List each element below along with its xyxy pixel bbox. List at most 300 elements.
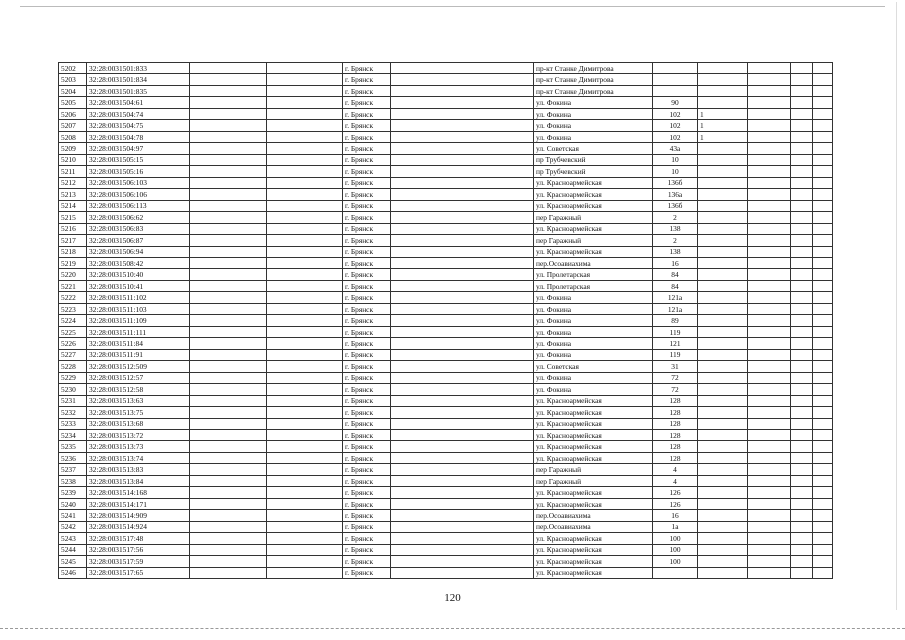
city-cell: г. Брянск: [343, 177, 391, 188]
empty-cell: [748, 556, 791, 567]
city-cell: г. Брянск: [343, 521, 391, 532]
cadastral-number-cell: 32:28:0031504:78: [87, 131, 190, 142]
row-number-cell: 5219: [59, 257, 87, 268]
city-cell: г. Брянск: [343, 556, 391, 567]
house-number-cell: 90: [653, 97, 698, 108]
building-number-cell: [698, 556, 748, 567]
empty-cell: [391, 510, 534, 521]
street-cell: пер Гаражный: [534, 212, 653, 223]
house-number-cell: 84: [653, 269, 698, 280]
building-number-cell: [698, 154, 748, 165]
empty-cell: [813, 338, 833, 349]
empty-cell: [190, 154, 267, 165]
empty-cell: [813, 246, 833, 257]
empty-cell: [190, 177, 267, 188]
cadastral-number-cell: 32:28:0031511:84: [87, 338, 190, 349]
empty-cell: [813, 418, 833, 429]
city-cell: г. Брянск: [343, 223, 391, 234]
empty-cell: [813, 464, 833, 475]
empty-cell: [813, 315, 833, 326]
empty-cell: [791, 292, 813, 303]
empty-cell: [267, 521, 343, 532]
empty-cell: [813, 166, 833, 177]
house-number-cell: 121: [653, 338, 698, 349]
cadastral-number-cell: 32:28:0031517:48: [87, 533, 190, 544]
empty-cell: [748, 120, 791, 131]
empty-cell: [391, 567, 534, 578]
empty-cell: [190, 223, 267, 234]
row-number-cell: 5221: [59, 280, 87, 291]
row-number-cell: 5224: [59, 315, 87, 326]
empty-cell: [267, 556, 343, 567]
empty-cell: [267, 235, 343, 246]
empty-cell: [190, 292, 267, 303]
empty-cell: [791, 63, 813, 74]
city-cell: г. Брянск: [343, 487, 391, 498]
street-cell: ул. Фокина: [534, 338, 653, 349]
cadastral-number-cell: 32:28:0031506:87: [87, 235, 190, 246]
street-cell: ул. Фокина: [534, 315, 653, 326]
empty-cell: [748, 292, 791, 303]
empty-cell: [267, 74, 343, 85]
street-cell: ул. Красноармейская: [534, 418, 653, 429]
table-row: [59, 63, 833, 74]
building-number-cell: [698, 257, 748, 268]
cadastral-number-cell: 32:28:0031512:58: [87, 384, 190, 395]
building-number-cell: 1: [698, 120, 748, 131]
cadastral-number-cell: 32:28:0031511:111: [87, 326, 190, 337]
street-cell: ул. Фокина: [534, 349, 653, 360]
empty-cell: [791, 430, 813, 441]
empty-cell: [791, 487, 813, 498]
table-row: [59, 223, 833, 234]
empty-cell: [190, 85, 267, 96]
row-number-cell: 5239: [59, 487, 87, 498]
house-number-cell: 128: [653, 452, 698, 463]
house-number-cell: 136а: [653, 189, 698, 200]
empty-cell: [748, 212, 791, 223]
table-row: [59, 567, 833, 578]
building-number-cell: [698, 315, 748, 326]
row-number-cell: 5202: [59, 63, 87, 74]
empty-cell: [267, 189, 343, 200]
building-number-cell: [698, 246, 748, 257]
street-cell: ул. Красноармейская: [534, 441, 653, 452]
empty-cell: [748, 441, 791, 452]
empty-cell: [190, 441, 267, 452]
cadastral-number-cell: 32:28:0031501:833: [87, 63, 190, 74]
empty-cell: [748, 544, 791, 555]
table-row: [59, 441, 833, 452]
table-row: [59, 154, 833, 165]
table-row: [59, 120, 833, 131]
house-number-cell: 102: [653, 108, 698, 119]
empty-cell: [391, 280, 534, 291]
empty-cell: [391, 326, 534, 337]
table-row: [59, 475, 833, 486]
empty-cell: [190, 407, 267, 418]
empty-cell: [813, 303, 833, 314]
city-cell: г. Брянск: [343, 544, 391, 555]
empty-cell: [267, 487, 343, 498]
empty-cell: [391, 556, 534, 567]
empty-cell: [813, 372, 833, 383]
cadastral-number-cell: 32:28:0031511:103: [87, 303, 190, 314]
row-number-cell: 5237: [59, 464, 87, 475]
row-number-cell: 5240: [59, 498, 87, 509]
empty-cell: [813, 235, 833, 246]
table-row: [59, 395, 833, 406]
building-number-cell: [698, 303, 748, 314]
street-cell: пр-кт Станке Димитрова: [534, 85, 653, 96]
empty-cell: [267, 131, 343, 142]
table-row: [59, 280, 833, 291]
empty-cell: [791, 235, 813, 246]
scan-right-edge: [896, 2, 897, 610]
street-cell: пр Трубчевский: [534, 154, 653, 165]
table-row: [59, 498, 833, 509]
empty-cell: [391, 63, 534, 74]
empty-cell: [267, 280, 343, 291]
empty-cell: [748, 97, 791, 108]
empty-cell: [791, 521, 813, 532]
cadastral-number-cell: 32:28:0031513:75: [87, 407, 190, 418]
empty-cell: [791, 154, 813, 165]
empty-cell: [391, 223, 534, 234]
street-cell: ул. Красноармейская: [534, 430, 653, 441]
cadastral-number-cell: 32:28:0031510:41: [87, 280, 190, 291]
empty-cell: [748, 131, 791, 142]
city-cell: г. Брянск: [343, 292, 391, 303]
empty-cell: [791, 246, 813, 257]
empty-cell: [190, 257, 267, 268]
cadastral-number-cell: 32:28:0031514:171: [87, 498, 190, 509]
street-cell: ул. Красноармейская: [534, 177, 653, 188]
empty-cell: [391, 120, 534, 131]
empty-cell: [748, 74, 791, 85]
empty-cell: [813, 544, 833, 555]
empty-cell: [813, 533, 833, 544]
empty-cell: [748, 63, 791, 74]
cadastral-number-cell: 32:28:0031506:113: [87, 200, 190, 211]
empty-cell: [748, 475, 791, 486]
empty-cell: [190, 131, 267, 142]
empty-cell: [813, 326, 833, 337]
empty-cell: [791, 280, 813, 291]
empty-cell: [748, 235, 791, 246]
street-cell: ул. Красноармейская: [534, 487, 653, 498]
city-cell: г. Брянск: [343, 74, 391, 85]
empty-cell: [748, 326, 791, 337]
city-cell: г. Брянск: [343, 212, 391, 223]
house-number-cell: 119: [653, 349, 698, 360]
empty-cell: [748, 510, 791, 521]
row-number-cell: 5238: [59, 475, 87, 486]
empty-cell: [267, 269, 343, 280]
empty-cell: [391, 235, 534, 246]
building-number-cell: [698, 97, 748, 108]
empty-cell: [190, 384, 267, 395]
scan-bottom-edge: [0, 628, 905, 629]
house-number-cell: 4: [653, 464, 698, 475]
building-number-cell: [698, 200, 748, 211]
table-row: [59, 74, 833, 85]
city-cell: г. Брянск: [343, 154, 391, 165]
empty-cell: [391, 154, 534, 165]
empty-cell: [391, 212, 534, 223]
empty-cell: [813, 177, 833, 188]
empty-cell: [267, 212, 343, 223]
city-cell: г. Брянск: [343, 441, 391, 452]
empty-cell: [267, 326, 343, 337]
empty-cell: [813, 395, 833, 406]
building-number-cell: [698, 63, 748, 74]
empty-cell: [748, 280, 791, 291]
empty-cell: [791, 212, 813, 223]
empty-cell: [791, 223, 813, 234]
table-row: [59, 108, 833, 119]
table-row: [59, 246, 833, 257]
cadastral-number-cell: 32:28:0031501:834: [87, 74, 190, 85]
empty-cell: [190, 280, 267, 291]
empty-cell: [813, 487, 833, 498]
building-number-cell: [698, 280, 748, 291]
building-number-cell: [698, 338, 748, 349]
building-number-cell: [698, 407, 748, 418]
empty-cell: [791, 498, 813, 509]
house-number-cell: 89: [653, 315, 698, 326]
street-cell: пер Гаражный: [534, 235, 653, 246]
cadastral-registry-table: [58, 62, 833, 579]
table-row: [59, 97, 833, 108]
table-row: [59, 189, 833, 200]
house-number-cell: 126: [653, 487, 698, 498]
empty-cell: [267, 533, 343, 544]
empty-cell: [748, 384, 791, 395]
empty-cell: [748, 521, 791, 532]
table-row: [59, 384, 833, 395]
empty-cell: [391, 303, 534, 314]
row-number-cell: 5235: [59, 441, 87, 452]
building-number-cell: [698, 189, 748, 200]
empty-cell: [813, 223, 833, 234]
empty-cell: [813, 154, 833, 165]
table-row: [59, 269, 833, 280]
empty-cell: [391, 143, 534, 154]
empty-cell: [813, 349, 833, 360]
empty-cell: [267, 246, 343, 257]
empty-cell: [267, 154, 343, 165]
city-cell: г. Брянск: [343, 269, 391, 280]
empty-cell: [791, 74, 813, 85]
empty-cell: [748, 166, 791, 177]
city-cell: г. Брянск: [343, 235, 391, 246]
empty-cell: [391, 349, 534, 360]
empty-cell: [391, 464, 534, 475]
empty-cell: [190, 200, 267, 211]
row-number-cell: 5222: [59, 292, 87, 303]
street-cell: ул. Фокина: [534, 384, 653, 395]
cadastral-number-cell: 32:28:0031513:83: [87, 464, 190, 475]
empty-cell: [391, 498, 534, 509]
empty-cell: [748, 303, 791, 314]
empty-cell: [391, 487, 534, 498]
empty-cell: [813, 521, 833, 532]
street-cell: ул. Красноармейская: [534, 544, 653, 555]
empty-cell: [791, 315, 813, 326]
city-cell: г. Брянск: [343, 510, 391, 521]
empty-cell: [791, 143, 813, 154]
empty-cell: [791, 189, 813, 200]
cadastral-number-cell: 32:28:0031513:84: [87, 475, 190, 486]
empty-cell: [267, 430, 343, 441]
cadastral-number-cell: 32:28:0031512:57: [87, 372, 190, 383]
city-cell: г. Брянск: [343, 338, 391, 349]
empty-cell: [791, 567, 813, 578]
building-number-cell: 1: [698, 131, 748, 142]
cadastral-number-cell: 32:28:0031506:103: [87, 177, 190, 188]
empty-cell: [190, 487, 267, 498]
table-row: [59, 533, 833, 544]
empty-cell: [813, 441, 833, 452]
empty-cell: [267, 567, 343, 578]
building-number-cell: [698, 464, 748, 475]
empty-cell: [748, 533, 791, 544]
house-number-cell: [653, 74, 698, 85]
cadastral-number-cell: 32:28:0031513:74: [87, 452, 190, 463]
house-number-cell: 102: [653, 120, 698, 131]
table-row: [59, 544, 833, 555]
table-row: [59, 372, 833, 383]
city-cell: г. Брянск: [343, 280, 391, 291]
row-number-cell: 5234: [59, 430, 87, 441]
empty-cell: [813, 200, 833, 211]
cadastral-number-cell: 32:28:0031511:109: [87, 315, 190, 326]
table-row: [59, 361, 833, 372]
street-cell: ул. Красноармейская: [534, 533, 653, 544]
row-number-cell: 5206: [59, 108, 87, 119]
empty-cell: [791, 349, 813, 360]
city-cell: г. Брянск: [343, 533, 391, 544]
city-cell: г. Брянск: [343, 326, 391, 337]
empty-cell: [748, 177, 791, 188]
empty-cell: [813, 567, 833, 578]
empty-cell: [791, 544, 813, 555]
city-cell: г. Брянск: [343, 452, 391, 463]
empty-cell: [190, 269, 267, 280]
cadastral-number-cell: 32:28:0031505:15: [87, 154, 190, 165]
empty-cell: [813, 108, 833, 119]
street-cell: ул. Фокина: [534, 108, 653, 119]
house-number-cell: 126: [653, 498, 698, 509]
empty-cell: [391, 74, 534, 85]
empty-cell: [267, 544, 343, 555]
empty-cell: [748, 108, 791, 119]
building-number-cell: [698, 212, 748, 223]
street-cell: ул. Фокина: [534, 131, 653, 142]
empty-cell: [190, 475, 267, 486]
row-number-cell: 5242: [59, 521, 87, 532]
empty-cell: [190, 349, 267, 360]
row-number-cell: 5223: [59, 303, 87, 314]
city-cell: г. Брянск: [343, 361, 391, 372]
table-row: [59, 452, 833, 463]
empty-cell: [791, 361, 813, 372]
cadastral-number-cell: 32:28:0031506:94: [87, 246, 190, 257]
empty-cell: [791, 257, 813, 268]
empty-cell: [190, 246, 267, 257]
house-number-cell: 2: [653, 235, 698, 246]
empty-cell: [267, 120, 343, 131]
row-number-cell: 5218: [59, 246, 87, 257]
building-number-cell: [698, 521, 748, 532]
empty-cell: [391, 292, 534, 303]
empty-cell: [190, 189, 267, 200]
empty-cell: [267, 475, 343, 486]
empty-cell: [267, 166, 343, 177]
cadastral-number-cell: 32:28:0031510:40: [87, 269, 190, 280]
street-cell: ул. Красноармейская: [534, 189, 653, 200]
cadastral-number-cell: 32:28:0031504:61: [87, 97, 190, 108]
building-number-cell: [698, 292, 748, 303]
empty-cell: [748, 223, 791, 234]
house-number-cell: 1а: [653, 521, 698, 532]
empty-cell: [791, 166, 813, 177]
table-row: [59, 349, 833, 360]
street-cell: ул. Красноармейская: [534, 556, 653, 567]
empty-cell: [791, 418, 813, 429]
empty-cell: [791, 177, 813, 188]
building-number-cell: [698, 349, 748, 360]
city-cell: г. Брянск: [343, 418, 391, 429]
empty-cell: [190, 315, 267, 326]
empty-cell: [791, 384, 813, 395]
empty-cell: [813, 430, 833, 441]
empty-cell: [813, 97, 833, 108]
building-number-cell: [698, 235, 748, 246]
row-number-cell: 5213: [59, 189, 87, 200]
table-row: [59, 510, 833, 521]
city-cell: г. Брянск: [343, 372, 391, 383]
row-number-cell: 5230: [59, 384, 87, 395]
street-cell: пер.Осоавиахима: [534, 521, 653, 532]
city-cell: г. Брянск: [343, 200, 391, 211]
building-number-cell: [698, 223, 748, 234]
cadastral-number-cell: 32:28:0031513:73: [87, 441, 190, 452]
city-cell: г. Брянск: [343, 349, 391, 360]
empty-cell: [391, 372, 534, 383]
empty-cell: [391, 361, 534, 372]
building-number-cell: [698, 177, 748, 188]
cadastral-number-cell: 32:28:0031513:63: [87, 395, 190, 406]
house-number-cell: 128: [653, 430, 698, 441]
city-cell: г. Брянск: [343, 384, 391, 395]
building-number-cell: [698, 166, 748, 177]
house-number-cell: [653, 85, 698, 96]
table-row: [59, 418, 833, 429]
cadastral-number-cell: 32:28:0031514:168: [87, 487, 190, 498]
empty-cell: [391, 521, 534, 532]
table-body: [59, 63, 833, 579]
row-number-cell: 5214: [59, 200, 87, 211]
city-cell: г. Брянск: [343, 166, 391, 177]
empty-cell: [391, 384, 534, 395]
cadastral-number-cell: 32:28:0031517:59: [87, 556, 190, 567]
building-number-cell: [698, 85, 748, 96]
empty-cell: [791, 533, 813, 544]
table-row: [59, 303, 833, 314]
empty-cell: [748, 487, 791, 498]
